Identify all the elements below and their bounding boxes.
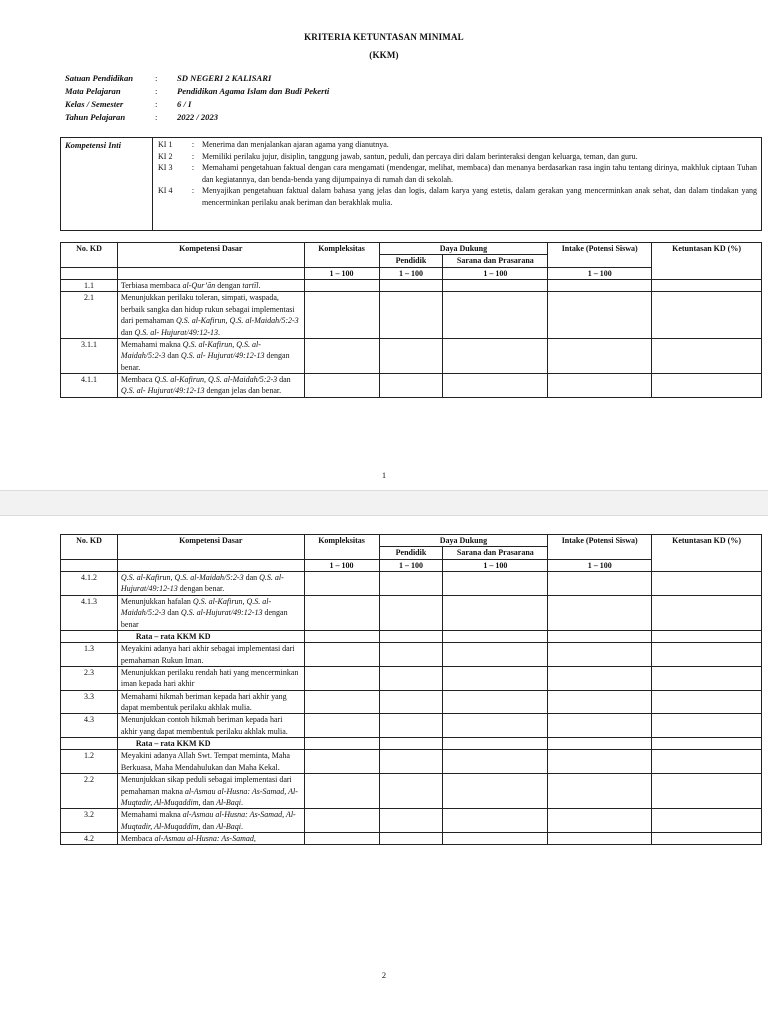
score-cell[interactable] <box>443 750 548 774</box>
score-cell[interactable] <box>548 572 652 596</box>
header-pendidik: Pendidik <box>379 255 443 267</box>
score-cell[interactable] <box>652 572 762 596</box>
identity-block <box>65 72 329 124</box>
score-cell[interactable] <box>379 338 443 373</box>
table-row <box>61 595 762 630</box>
score-cell[interactable] <box>304 666 379 690</box>
score-cell[interactable] <box>548 666 652 690</box>
kd-description: Q.S. al-Kafirun, Q.S. al-Maidah/5:2-3 dan Q.S. al- Hujurat/49:12-13 dengan benar. <box>117 572 304 596</box>
score-cell[interactable] <box>379 832 443 844</box>
ki-item: KI 3 : Memahami pengetahuan faktual dengan cara mengamati (mendengar, melihat, membaca) dan menanya berdasarkan rasa ingin tahu tentang dirinya, makhluk ciptaan Tuhan dan kegiatannya, dan benda-benda yang dijumpainya di rumah dan di sekolah. <box>158 163 757 184</box>
table-row <box>61 750 762 774</box>
score-cell[interactable] <box>443 832 548 844</box>
range-label: 1 – 100 <box>443 267 548 279</box>
score-cell[interactable] <box>443 373 548 397</box>
score-cell[interactable] <box>379 280 443 292</box>
kd-description: Menunjukkan contoh hikmah beriman kepada hari akhir yang dapat membentuk perilaku akhlak mulia. <box>117 714 304 738</box>
table-row <box>61 666 762 690</box>
kd-number: 4.1.3 <box>61 595 118 630</box>
score-cell[interactable] <box>379 714 443 738</box>
score-cell[interactable] <box>443 666 548 690</box>
kd-number: 3.3 <box>61 690 118 714</box>
score-cell[interactable] <box>443 809 548 833</box>
table-row <box>61 774 762 809</box>
score-cell[interactable] <box>379 738 443 750</box>
identity-row: Satuan Pendidikan : SD NEGERI 2 KALISARI <box>65 73 272 83</box>
header-kompleksitas: Kompleksitas <box>304 243 379 268</box>
average-label: Rata – rata KKM KD <box>117 630 304 642</box>
kd-description: Terbiasa membaca al-Qur’ān dengan tartīl. <box>117 280 304 292</box>
score-cell[interactable] <box>304 750 379 774</box>
score-cell[interactable] <box>304 338 379 373</box>
score-cell[interactable] <box>548 338 652 373</box>
score-cell[interactable] <box>379 572 443 596</box>
identity-row: Mata Pelajaran : Pendidikan Agama Islam dan Budi Pekerti <box>65 86 330 96</box>
header-sarana: Sarana dan Prasarana <box>443 255 548 267</box>
document-title: KRITERIA KETUNTASAN MINIMAL <box>304 32 464 42</box>
table-row <box>61 643 762 667</box>
score-cell[interactable] <box>443 280 548 292</box>
average-row <box>61 738 762 750</box>
score-cell[interactable] <box>379 292 443 338</box>
score-cell[interactable] <box>652 643 762 667</box>
score-cell[interactable] <box>548 750 652 774</box>
kd-number: 2.3 <box>61 666 118 690</box>
score-cell[interactable] <box>443 738 548 750</box>
score-cell[interactable] <box>304 630 379 642</box>
score-cell[interactable] <box>652 774 762 809</box>
kkm-table-1 <box>60 242 762 398</box>
header-kompetensi-dasar: Kompetensi Dasar <box>117 535 304 560</box>
document-subtitle: (KKM) <box>369 50 399 60</box>
score-cell[interactable] <box>548 774 652 809</box>
score-cell[interactable] <box>443 714 548 738</box>
range-label: 1 – 100 <box>379 267 443 279</box>
table-row <box>61 832 762 844</box>
header-ketuntasan: Ketuntasan KD (%) <box>652 243 762 280</box>
score-cell[interactable] <box>652 595 762 630</box>
header-daya-dukung: Daya Dukung <box>379 535 548 547</box>
score-cell[interactable] <box>379 643 443 667</box>
kompetensi-inti-label: Kompetensi Inti <box>61 138 153 230</box>
kd-description: Menunjukkan perilaku toleran, simpati, waspada, berbaik sangka dan hidup rukun sebagai implementasi dari pemahaman Q.S. al-Kafirun, Q.S. al-Maidah/5:2-3 dan Q.S. al- Hujurat/49:12-13. <box>117 292 304 338</box>
ki-item: KI 1 : Menerima dan menjalankan ajaran agama yang dianutnya. <box>158 140 389 149</box>
table-row <box>61 338 762 373</box>
kd-number: 3.2 <box>61 809 118 833</box>
kd-number: 4.2 <box>61 832 118 844</box>
score-cell[interactable] <box>443 643 548 667</box>
table-row <box>61 572 762 596</box>
score-cell[interactable] <box>548 630 652 642</box>
score-cell[interactable] <box>548 595 652 630</box>
header-no-kd: No. KD <box>61 535 118 560</box>
kd-description: Memahami hikmah beriman kepada hari akhir yang dapat membentuk perilaku akhlak mulia. <box>117 690 304 714</box>
score-cell[interactable] <box>652 690 762 714</box>
header-daya-dukung: Daya Dukung <box>379 243 548 255</box>
table-row <box>61 280 762 292</box>
score-cell[interactable] <box>548 714 652 738</box>
score-cell[interactable] <box>443 630 548 642</box>
kkm-table-2 <box>60 534 762 845</box>
kd-number: 4.1.2 <box>61 572 118 596</box>
score-cell[interactable] <box>379 595 443 630</box>
score-cell[interactable] <box>443 690 548 714</box>
page-2 <box>0 516 768 1024</box>
score-cell[interactable] <box>652 738 762 750</box>
score-cell[interactable] <box>304 690 379 714</box>
score-cell[interactable] <box>652 338 762 373</box>
score-cell[interactable] <box>548 292 652 338</box>
range-label: 1 – 100 <box>548 267 652 279</box>
header-kompleksitas: Kompleksitas <box>304 535 379 560</box>
score-cell[interactable] <box>443 292 548 338</box>
kd-number: 3.1.1 <box>61 338 118 373</box>
range-label: 1 – 100 <box>304 267 379 279</box>
table-row <box>61 690 762 714</box>
score-cell[interactable] <box>304 373 379 397</box>
score-cell[interactable] <box>379 690 443 714</box>
kd-description: Memahami makna al-Asmau al-Husna: As-Samad, Al-Muqtadir, Al-Muqaddim, dan Al-Baqi. <box>117 809 304 833</box>
score-cell[interactable] <box>304 774 379 809</box>
score-cell[interactable] <box>379 750 443 774</box>
score-cell[interactable] <box>652 630 762 642</box>
header-sarana: Sarana dan Prasarana <box>443 547 548 559</box>
score-cell[interactable] <box>652 280 762 292</box>
identity-row: Tahun Pelajaran : 2022 / 2023 <box>65 112 219 122</box>
header-ketuntasan: Ketuntasan KD (%) <box>652 535 762 572</box>
score-cell[interactable] <box>548 832 652 844</box>
page-1 <box>0 0 768 490</box>
kompetensi-inti-list <box>153 138 761 209</box>
page-gap <box>0 490 768 516</box>
table-row <box>61 292 762 338</box>
range-label: 1 – 100 <box>548 559 652 571</box>
score-cell[interactable] <box>443 774 548 809</box>
range-label: 1 – 100 <box>443 559 548 571</box>
score-cell[interactable] <box>304 714 379 738</box>
score-cell[interactable] <box>443 595 548 630</box>
score-cell[interactable] <box>652 714 762 738</box>
kd-number: 1.2 <box>61 750 118 774</box>
score-cell[interactable] <box>548 643 652 667</box>
table-row <box>61 809 762 833</box>
score-cell[interactable] <box>304 832 379 844</box>
kd-number: 1.1 <box>61 280 118 292</box>
score-cell[interactable] <box>379 666 443 690</box>
score-cell[interactable] <box>548 690 652 714</box>
score-cell[interactable] <box>304 809 379 833</box>
range-label: 1 – 100 <box>304 559 379 571</box>
score-cell[interactable] <box>304 280 379 292</box>
identity-row: Kelas / Semester : 6 / I <box>65 99 192 109</box>
score-cell[interactable] <box>652 750 762 774</box>
score-cell[interactable] <box>548 280 652 292</box>
kd-description: Menunjukkan hafalan Q.S. al-Kafirun, Q.S. al-Maidah/5:2-3 dan Q.S. al-Hujurat/49:12-13 dengan benar <box>117 595 304 630</box>
kd-number: 1.3 <box>61 643 118 667</box>
score-cell[interactable] <box>304 292 379 338</box>
score-cell[interactable] <box>379 774 443 809</box>
table-row <box>61 714 762 738</box>
kd-number: 4.1.1 <box>61 373 118 397</box>
score-cell[interactable] <box>304 595 379 630</box>
score-cell[interactable] <box>379 373 443 397</box>
kd-number: 4.3 <box>61 714 118 738</box>
score-cell[interactable] <box>652 292 762 338</box>
score-cell[interactable] <box>379 809 443 833</box>
kompetensi-inti-box <box>60 137 762 231</box>
score-cell[interactable] <box>379 630 443 642</box>
header-kompetensi-dasar: Kompetensi Dasar <box>117 243 304 268</box>
score-cell[interactable] <box>652 373 762 397</box>
ki-item: KI 4 : Menyajikan pengetahuan faktual dalam bahasa yang jelas dan logis, dalam karya yang estetis, dalam gerakan yang mencerminkan anak sehat, dan dalam tindakan yang mencerminkan perilaku anak beriman dan berakhlak mulia. <box>158 186 757 207</box>
kd-description: Meyakini adanya Allah Swt. Tempat meminta, Maha Berkuasa, Maha Mendahulukan dan Maha Kekal. <box>117 750 304 774</box>
header-intake: Intake (Potensi Siswa) <box>548 243 652 268</box>
header-no-kd: No. KD <box>61 243 118 268</box>
score-cell[interactable] <box>652 809 762 833</box>
score-cell[interactable] <box>304 738 379 750</box>
page-number: 2 <box>381 970 387 980</box>
kd-description: Membaca al-Asmau al-Husna: As-Samad, <box>117 832 304 844</box>
score-cell[interactable] <box>443 338 548 373</box>
table-row <box>61 373 762 397</box>
score-cell[interactable] <box>548 738 652 750</box>
score-cell[interactable] <box>304 643 379 667</box>
page-number: 1 <box>381 470 387 480</box>
kd-description: Membaca Q.S. al-Kafirun, Q.S. al-Maidah/5:2-3 dan Q.S. al- Hujurat/49:12-13 dengan jelas dan benar. <box>117 373 304 397</box>
header-intake: Intake (Potensi Siswa) <box>548 535 652 560</box>
kd-description: Memahami makna Q.S. al-Kafirun, Q.S. al-Maidah/5:2-3 dan Q.S. al- Hujurat/49:12-13 dengan benar. <box>117 338 304 373</box>
kd-description: Menunjukkan sikap peduli sebagai implementasi dari pemahaman makna al-Asmau al-Husna: As-Samad, Al-Muqtadir, Al-Muqaddim, dan Al-Baqi. <box>117 774 304 809</box>
ki-item: KI 2 : Memiliki perilaku jujur, disiplin, tanggung jawab, santun, peduli, dan percaya diri dalam berinteraksi dengan keluarga, teman, dan guru. <box>158 151 638 161</box>
range-label: 1 – 100 <box>379 559 443 571</box>
kd-number: 2.1 <box>61 292 118 338</box>
score-cell[interactable] <box>652 666 762 690</box>
score-cell[interactable] <box>652 832 762 844</box>
score-cell[interactable] <box>548 373 652 397</box>
header-pendidik: Pendidik <box>379 547 443 559</box>
average-label: Rata – rata KKM KD <box>117 738 304 750</box>
score-cell[interactable] <box>548 809 652 833</box>
kd-number: 2.2 <box>61 774 118 809</box>
average-row <box>61 630 762 642</box>
score-cell[interactable] <box>443 572 548 596</box>
kd-description: Menunjukkan perilaku rendah hati yang mencerminkan iman kepada hari akhir <box>117 666 304 690</box>
score-cell[interactable] <box>304 572 379 596</box>
kd-description: Meyakini adanya hari akhir sebagai implementasi dari pemahaman Rukun Iman. <box>117 643 304 667</box>
